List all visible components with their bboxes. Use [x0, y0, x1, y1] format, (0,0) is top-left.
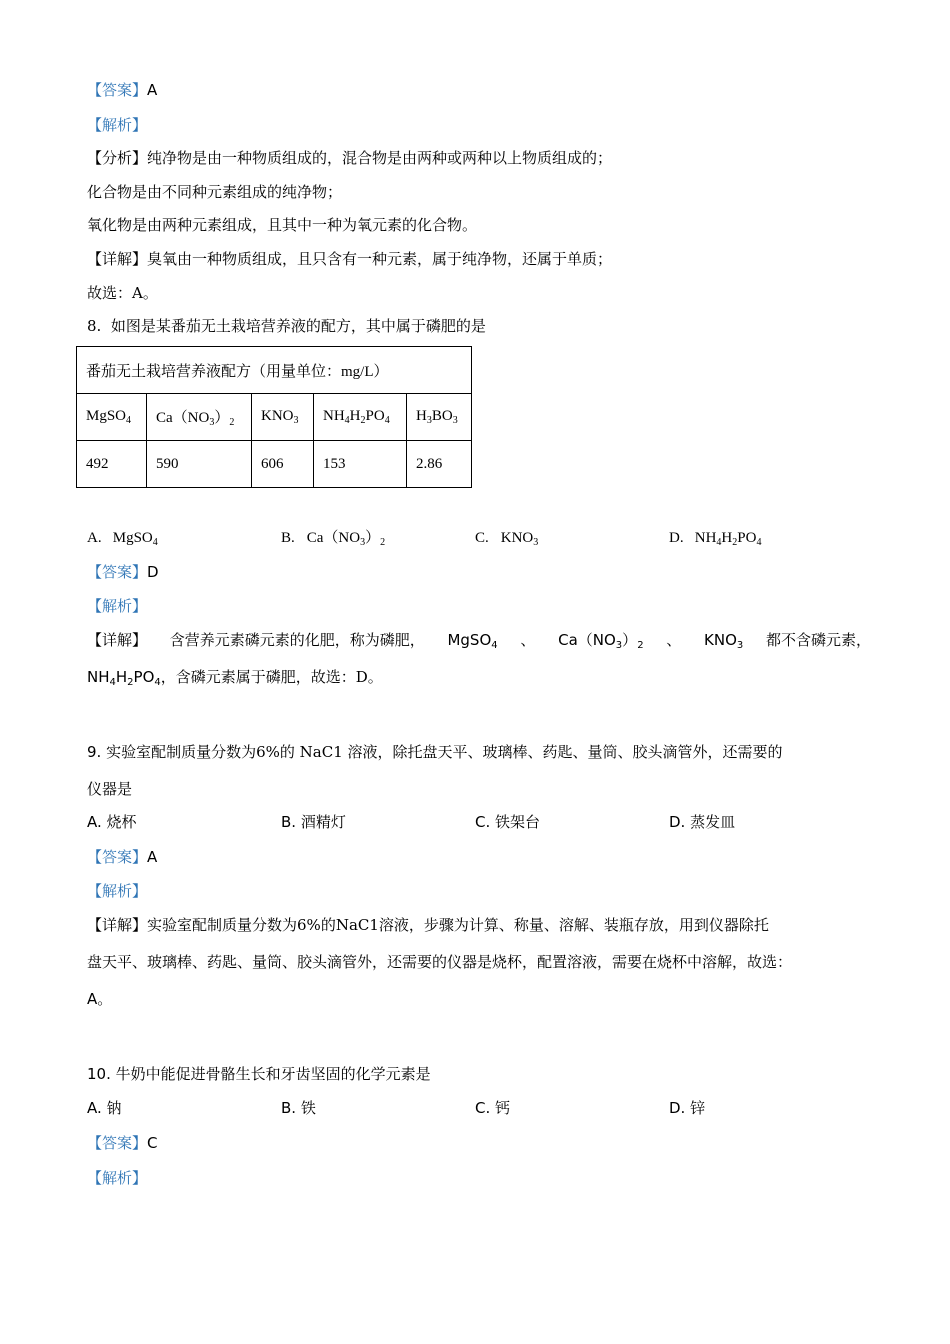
- header-h3bo3: $H_3BO_3$: [407, 394, 472, 441]
- q9-answer: 【答案】A: [87, 848, 158, 866]
- nutrient-recipe-table: [76, 346, 472, 488]
- value-cell: 590: [147, 441, 252, 488]
- q9-option-c: C. 铁架台: [475, 813, 541, 831]
- detail-text: 臭氧由一种物质组成，且只含有一种元素，属于纯净物，还属于单质；: [147, 250, 613, 268]
- q8-detail-line1: 【详解】 含营养元素磷元素的化肥，称为磷肥， MgSO$_4$ 、 $Ca(NO_3)_2$ 、 $KNO_3$ 都不含磷元素，: [87, 631, 871, 651]
- q8-analysis-tag: 【解析】: [87, 597, 148, 615]
- q10-stem: 10. 牛奶中能促进骨骼生长和牙齿坚固的化学元素是: [87, 1065, 431, 1083]
- answer-value: A: [147, 81, 158, 99]
- q10-analysis-tag: 【解析】: [87, 1169, 148, 1187]
- q9-detail-line2: 盘天平、玻璃棒、药匙、量筒、胶头滴管外，还需要的仪器是烧杯，配置溶液，需要在烧杯中溶解，故选：: [87, 953, 793, 971]
- q10-option-d: D. 锌: [669, 1099, 706, 1117]
- q7-detail: [87, 249, 612, 269]
- value-cell: 492: [77, 441, 147, 488]
- q10-answer: 【答案】C: [87, 1134, 158, 1152]
- table-title-row: [77, 347, 472, 394]
- fenxi-tag: 【分析】: [87, 149, 148, 167]
- q9-option-a: A. 烧杯: [87, 813, 137, 831]
- question-number: 8.: [87, 317, 102, 335]
- header-cano32: $Ca(NO_3)_2$: [147, 394, 252, 441]
- value-cell: 606: [252, 441, 314, 488]
- q7-analysis-tag: 【解析】: [87, 116, 148, 134]
- header-nh4h2po4: $NH_4H_2PO_4$: [314, 394, 407, 441]
- value-cell: 153: [314, 441, 407, 488]
- q8-option-b: B. $Ca(NO_3)_2$: [281, 530, 386, 548]
- q8-detail-line2: $NH_4H_2PO_4$，含磷元素属于磷肥，故选：D。: [87, 668, 383, 688]
- table-header-row: [77, 394, 472, 441]
- q9-option-d: D. 蒸发皿: [669, 813, 736, 831]
- q7-conclusion: 故选：A。: [87, 284, 158, 302]
- q8-option-c: C. $KNO_3$: [475, 530, 539, 548]
- q10-option-b: B. 铁: [281, 1099, 316, 1117]
- q8-option-a: A. MgSO$_4$: [87, 530, 158, 548]
- question-text: 如图是某番茄无土栽培营养液的配方，其中属于磷肥的是: [110, 317, 486, 335]
- detail-tag: 【详解】: [87, 250, 148, 268]
- value-cell: 2.86: [407, 441, 472, 488]
- q9-analysis-tag: 【解析】: [87, 882, 148, 900]
- q7-line2: 化合物是由不同种元素组成的纯净物；: [87, 183, 343, 201]
- q10-option-a: A. 钠: [87, 1099, 122, 1117]
- q9-stem-line1: 9. 实验室配制质量分数为6%的 NaC1 溶液，除托盘天平、玻璃棒、药匙、量筒、胶头滴管外，还需要的: [87, 743, 783, 761]
- q7-line3: 氧化物是由两种元素组成，且其中一种为氧元素的化合物。: [87, 216, 478, 234]
- header-mgso4: MgSO$_4$: [77, 394, 147, 441]
- q8-option-d: D. $NH_4H_2PO_4$: [669, 530, 762, 548]
- q8-answer: 【答案】D: [87, 563, 159, 581]
- header-kno3: $KNO_3$: [252, 394, 314, 441]
- table-title: 番茄无土栽培营养液配方（用量单位：mg/L）: [77, 347, 472, 394]
- answer-tag: 【答案】: [87, 81, 148, 99]
- q10-option-c: C. 钙: [475, 1099, 511, 1117]
- q9-detail-line3: A。: [87, 990, 113, 1008]
- q9-option-b: B. 酒精灯: [281, 813, 346, 831]
- table-values-row: [77, 441, 472, 488]
- fenxi-text: 纯净物是由一种物质组成的，混合物是由两种或两种以上物质组成的；: [147, 149, 613, 167]
- q9-stem-line2: 仪器是: [87, 780, 133, 798]
- q7-answer: [87, 80, 157, 100]
- q9-detail-line1: 【详解】实验室配制质量分数为6%的NaC1溶液，步骤为计算、称量、溶解、装瓶存放，用到仪器除托: [87, 916, 769, 934]
- q7-fenxi: [87, 148, 612, 168]
- q8-stem: [87, 316, 486, 336]
